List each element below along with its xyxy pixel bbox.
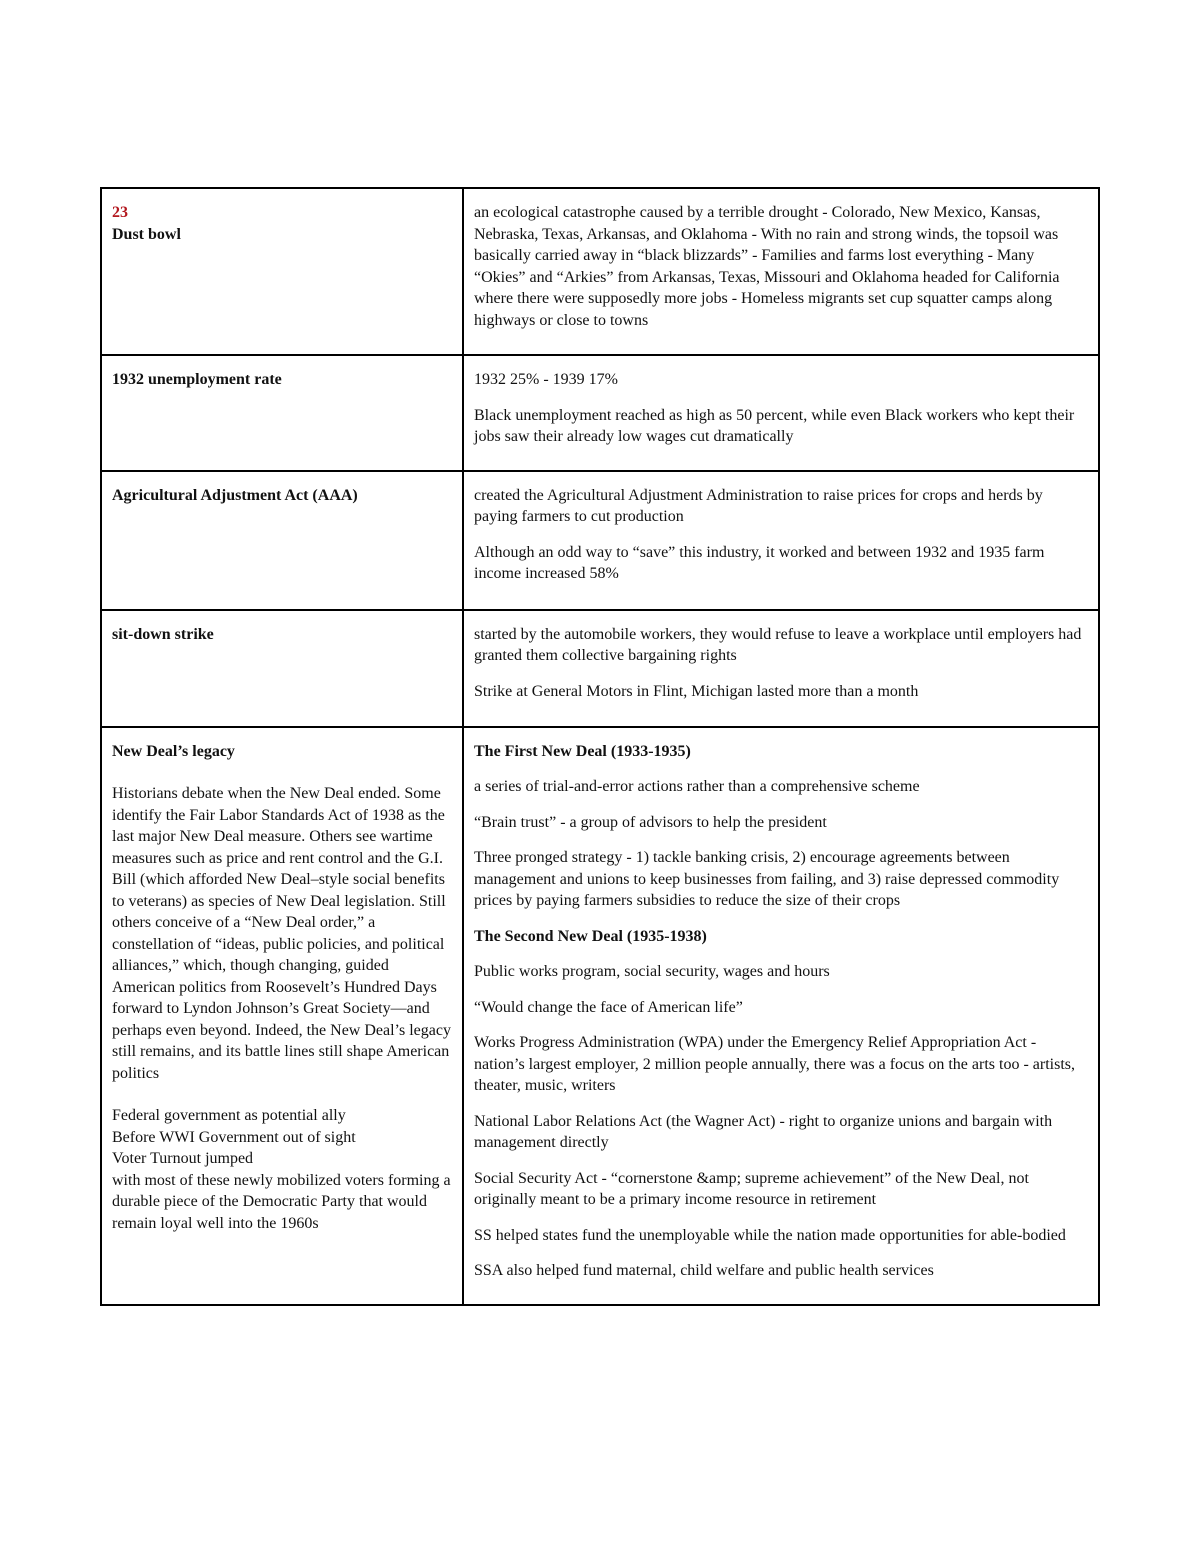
description-paragraph: Although an odd way to “save” this industry, it worked and between 1932 and 1935 farm income increased 58% xyxy=(474,543,1045,582)
description-paragraph: created the Agricultural Adjustment Administration to raise prices for crops and herds by paying farmers to cut production xyxy=(474,486,1043,525)
description-cell xyxy=(463,355,1099,471)
term-title: 1932 unemployment rate xyxy=(112,371,282,388)
section-heading: The First New Deal (1933-1935) xyxy=(474,742,691,760)
term-cell xyxy=(101,727,463,1305)
table-row xyxy=(101,188,1099,355)
description-paragraph: an ecological catastrophe caused by a terrible drought - Colorado, New Mexico, Kansas, Nebraska, Texas, Arkansas, and Oklahoma - With no rain and strong winds, the topsoil was basically carried away in “black blizzards” - Families and farms lost everything - Many “Okies” and “Arkies” from Arkansas, Texas, Missouri and Oklahoma headed for California where there were supposedly more jobs - Homeless migrants set cup squatter camps along highways or close to towns xyxy=(474,204,1060,329)
description-paragraph: Social Security Act - “cornerstone &amp; supreme achievement” of the New Deal, not originally meant to be a primary income resource in retirement xyxy=(474,1169,1029,1208)
term-title: sit-down strike xyxy=(112,625,214,643)
description-paragraph: “Would change the face of American life” xyxy=(474,998,743,1016)
term-title: Agricultural Adjustment Act (AAA) xyxy=(112,486,358,504)
description-paragraph: Works Progress Administration (WPA) under the Emergency Relief Appropriation Act - nation’s largest employer, 2 million people annually, there was a focus on the arts too - artists, theater, music, writers xyxy=(474,1034,1075,1094)
term-note: Historians debate when the New Deal ended. Some identify the Fair Labor Standards Act of 1938 as the last major New Deal measure. Others see wartime measures such as price and rent control and the G.I. Bill (which afforded New Deal–style social benefits to veterans) as species of New Deal legislation. Still others conceive of a “New Deal order,” a constellation of “ideas, public policies, and political alliances,” which, though changing, guided American politics from Roosevelt’s Hundred Days forward to Lyndon Johnson’s Great Society—and perhaps even beyond. Indeed, the New Deal’s legacy still remains, and its battle lines still shape American politics xyxy=(112,785,451,1082)
description-paragraph: started by the automobile workers, they would refuse to leave a workplace until employers had granted them collective bargaining rights xyxy=(474,625,1082,664)
table-row xyxy=(101,727,1099,1305)
description-paragraph: SS helped states fund the unemployable while the nation made opportunities for able-bodied xyxy=(474,1226,1066,1244)
description-paragraph: Three pronged strategy - 1) tackle banking crisis, 2) encourage agreements between management and unions to keep businesses from failing, and 3) raise depressed commodity prices by paying farmers subsidies to reduce the size of their crops xyxy=(474,849,1060,909)
table-row xyxy=(101,471,1099,610)
table-row xyxy=(101,355,1099,471)
description-paragraph: Black unemployment reached as high as 50 percent, while even Black workers who kept their jobs saw their already low wages cut dramatically xyxy=(474,406,1075,445)
description-cell xyxy=(463,471,1099,610)
description-paragraph: SSA also helped fund maternal, child welfare and public health services xyxy=(474,1262,934,1279)
description-paragraph: a series of trial-and-error actions rather than a comprehensive scheme xyxy=(474,778,920,795)
term-cell xyxy=(101,610,463,727)
description-paragraph: “Brain trust” - a group of advisors to help the president xyxy=(474,813,827,831)
term-cell xyxy=(101,471,463,610)
description-paragraph: 1932 25% - 1939 17% xyxy=(474,371,618,388)
study-guide-table xyxy=(100,187,1100,1306)
description-cell xyxy=(463,727,1099,1305)
term-note: Federal government as potential ally Before WWI Government out of sight Voter Turnout jumped with most of these newly mobilized voters forming a durable piece of the Democratic Party that would remain loyal well into the 1960s xyxy=(112,1107,451,1232)
term-title: Dust bowl xyxy=(112,225,181,243)
description-paragraph: Strike at General Motors in Flint, Michigan lasted more than a month xyxy=(474,682,919,700)
term-title: New Deal’s legacy xyxy=(112,742,235,760)
description-cell xyxy=(463,610,1099,727)
section-heading: The Second New Deal (1935-1938) xyxy=(474,927,707,945)
description-paragraph: Public works program, social security, wages and hours xyxy=(474,963,830,980)
description-paragraph: National Labor Relations Act (the Wagner Act) - right to organize unions and bargain with management directly xyxy=(474,1112,1053,1151)
description-cell xyxy=(463,188,1099,355)
table-row xyxy=(101,610,1099,727)
term-cell xyxy=(101,355,463,471)
term-cell xyxy=(101,188,463,355)
term-number: 23 xyxy=(112,204,128,221)
